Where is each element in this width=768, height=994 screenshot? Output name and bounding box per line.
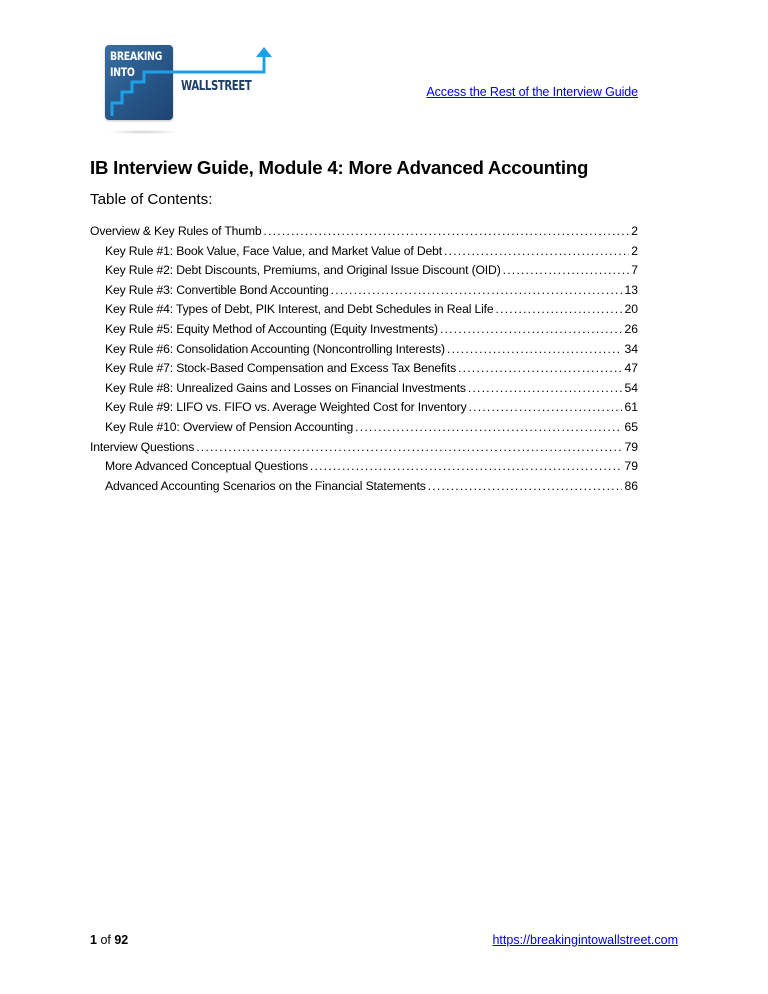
toc-entry-page: 26 [624, 321, 638, 336]
toc-entry-label: Key Rule #8: Unrealized Gains and Losses on Financial Investments [105, 380, 466, 395]
website-link[interactable]: https://breakingintowallstreet.com [492, 933, 678, 947]
document-title: IB Interview Guide, Module 4: More Advanced Accounting [90, 157, 589, 178]
toc-entry-label: Interview Questions [90, 439, 195, 454]
toc-entry-page: 61 [624, 400, 638, 415]
toc-entry-page: 79 [624, 459, 638, 474]
toc-entry-key-rule-6[interactable] [90, 340, 638, 360]
toc-dot-leader [196, 438, 622, 458]
table-of-contents [90, 222, 638, 496]
toc-entry-page: 20 [624, 302, 638, 317]
toc-entry-label: Key Rule #9: LIFO vs. FIFO vs. Average Weighted Cost for Inventory [105, 400, 467, 415]
toc-dot-leader [469, 398, 623, 418]
toc-entry-key-rule-10[interactable] [90, 418, 638, 438]
toc-entry-accounting-scenarios[interactable] [90, 477, 638, 497]
toc-entry-key-rule-4[interactable] [90, 300, 638, 320]
access-interview-guide-link[interactable]: Access the Rest of the Interview Guide [426, 85, 638, 99]
toc-entry-key-rule-5[interactable] [90, 320, 638, 340]
toc-entry-label: More Advanced Conceptual Questions [105, 459, 308, 474]
page-of-label: of [100, 933, 111, 947]
toc-entry-page: 54 [624, 380, 638, 395]
toc-dot-leader [331, 281, 623, 301]
toc-dot-leader [496, 300, 623, 320]
toc-entry-key-rule-8[interactable] [90, 379, 638, 399]
toc-dot-leader [444, 242, 629, 262]
toc-dot-leader [503, 261, 630, 281]
toc-entry-overview[interactable] [90, 222, 638, 242]
page-number [90, 933, 128, 947]
toc-entry-label: Key Rule #5: Equity Method of Accounting (Equity Investments) [105, 321, 438, 336]
toc-entry-page: 47 [624, 361, 638, 376]
toc-entry-page: 2 [631, 243, 638, 258]
logo-text-wallstreet: WALLSTREET [181, 79, 252, 94]
toc-entry-page: 13 [624, 282, 638, 297]
logo-text-into: INTO [110, 65, 135, 79]
toc-heading: Table of Contents: [90, 191, 213, 208]
toc-entry-label: Key Rule #7: Stock-Based Compensation and Excess Tax Benefits [105, 361, 457, 376]
toc-entry-label: Key Rule #10: Overview of Pension Accounting [105, 419, 354, 434]
toc-entry-label: Overview & Key Rules of Thumb [90, 224, 262, 238]
current-page: 1 [90, 933, 97, 947]
toc-entry-label: Key Rule #1: Book Value, Face Value, and Market Value of Debt [105, 243, 443, 258]
toc-dot-leader [428, 477, 623, 497]
toc-entry-key-rule-7[interactable] [90, 359, 638, 379]
toc-dot-leader [264, 222, 630, 242]
toc-dot-leader [458, 359, 622, 379]
toc-entry-label: Advanced Accounting Scenarios on the Financial Statements [105, 478, 426, 493]
toc-entry-key-rule-1[interactable] [90, 242, 638, 262]
toc-entry-interview-questions[interactable] [90, 438, 638, 458]
toc-entry-label: Key Rule #4: Types of Debt, PIK Interest, and Debt Schedules in Real Life [105, 302, 494, 317]
toc-entry-label: Key Rule #6: Consolidation Accounting (Noncontrolling Interests) [105, 341, 445, 356]
toc-entry-page: 34 [624, 341, 638, 356]
toc-entry-page: 2 [631, 224, 638, 238]
total-pages: 92 [114, 933, 129, 947]
toc-entry-label: Key Rule #2: Debt Discounts, Premiums, and Original Issue Discount (OID) [105, 263, 501, 278]
toc-entry-conceptual-questions[interactable] [90, 457, 638, 477]
toc-dot-leader [440, 320, 622, 340]
toc-dot-leader [310, 457, 623, 477]
toc-entry-key-rule-9[interactable] [90, 398, 638, 418]
toc-dot-leader [355, 418, 622, 438]
toc-entry-page: 65 [624, 419, 638, 434]
toc-entry-label: Key Rule #3: Convertible Bond Accounting [105, 282, 329, 297]
toc-entry-key-rule-3[interactable] [90, 281, 638, 301]
toc-dot-leader [447, 340, 622, 360]
toc-dot-leader [468, 379, 623, 399]
toc-entry-key-rule-2[interactable] [90, 261, 638, 281]
toc-entry-page: 7 [631, 263, 638, 278]
logo-text-breaking: BREAKING [110, 49, 163, 63]
toc-entry-page: 79 [624, 439, 638, 454]
breaking-into-wallstreet-logo [100, 40, 275, 136]
toc-entry-page: 86 [624, 478, 638, 493]
logo-shadow [108, 130, 178, 134]
